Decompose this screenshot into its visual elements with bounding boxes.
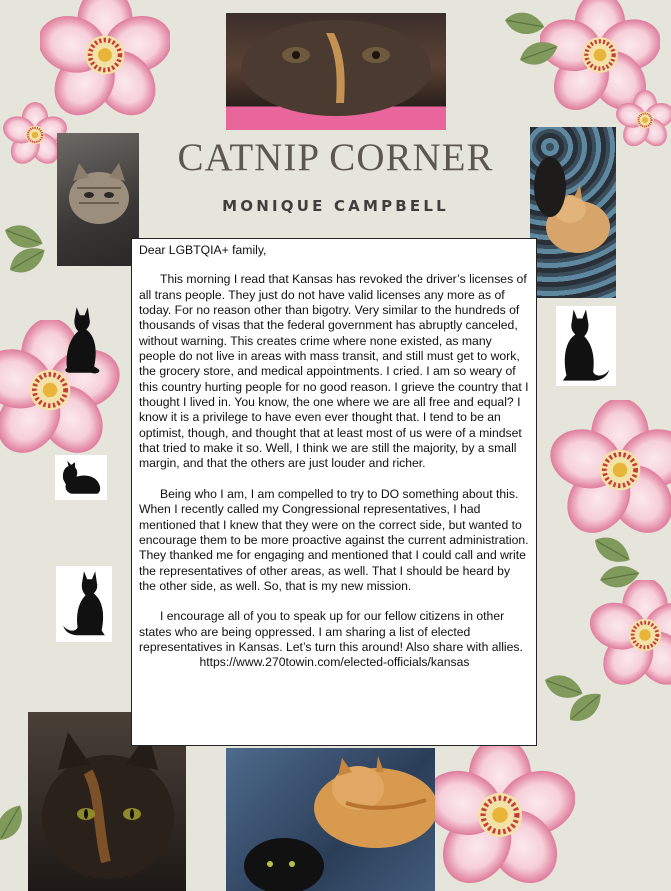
kansas-officials-link[interactable]: https://www.270towin.com/elected-officials/kansas [199, 655, 470, 670]
cat-silhouette-box [556, 306, 616, 386]
rose-flower-icon [425, 740, 575, 890]
letter-body [131, 238, 537, 746]
letter-greeting: Dear LGBTQIA+ family, [139, 243, 267, 257]
cat-silhouette-box [55, 455, 107, 500]
cat-silhouette-icon [58, 459, 104, 497]
cat-silhouette-icon [557, 306, 615, 386]
page-title: CATNIP CORNER [177, 136, 494, 179]
leaf-decoration [540, 660, 630, 750]
rose-flower-icon [550, 400, 671, 540]
cat-silhouette-icon [58, 304, 108, 376]
letter-paragraph: I encourage all of you to speak up for our fellow citizens in other states who are being oppressed. I am sharing a list of elected representatives in Kansas. Let’s turn this around! Also share with allies. [139, 609, 523, 654]
leaf-decoration [500, 0, 570, 80]
leaf-decoration [590, 520, 670, 610]
letter-paragraph: Being who I am, I am compelled to try to DO something about this. When I recently called my Congressional representatives, I had mentioned that I knew that they were on the correct side, but wanted to encourage them to be more proactive against the current administration. They thanked me for engaging and mentioned that I could call and write the representatives of other areas, as well. That I should be heard by the other side, as well. So, that is my new mission. [139, 486, 529, 593]
cat-photo-top [226, 13, 446, 130]
cat-silhouette-box [56, 566, 112, 642]
author-name: MONIQUE CAMPBELL [222, 197, 449, 215]
cat-silhouette-box [56, 300, 110, 380]
cats-photo-bottom-center [226, 748, 435, 891]
cat-silhouette-icon [58, 568, 110, 640]
letter-paragraph: This morning I read that Kansas has revoked the driver’s licenses of all trans people. They just do not have valid licenses any more as of today. For no reason other than bigotry. Very similar to the hundreds of thousands of visas that the federal government has abruptly canceled, without warning. This creates crime where none existed, as many people do not live in areas with mass transit, and still must get to work, the grocery store, and medical appointments. I cried. I am so weary of this country hurting people for no good reason. I grieve the country that I thought I lived in. You know, the one where we are all free and equal? I know it is a privilege to have even ever thought that. I tend to be an optimist, though, and thought that at least most of us were of a mindset that tried to make it so. Well, I think we are still the majority, by a small margin, and that the others are just louder and richer. [139, 272, 529, 471]
